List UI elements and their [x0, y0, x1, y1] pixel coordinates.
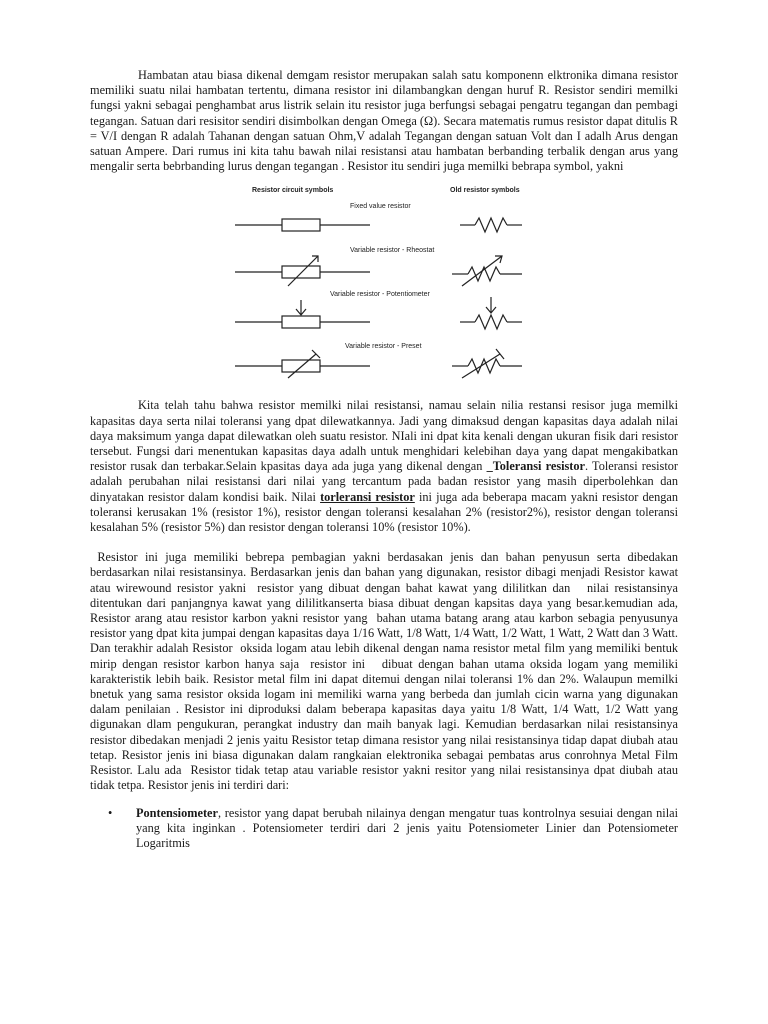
paragraph-resistor-intro: Hambatan atau biasa dikenal demgam resistor merupakan salah satu komponenn elktronika dimana resistor memiliki suatu nilai hambatan tertentu, dimana resistor ini dilambangkan dengan huruf R. Resistor sendiri memilki fungsi yakni sebagai penghambat arus listrik selain itu resistor juga berfungsi sebagai pengatru tegangan dan pembagi tegangan. Satuan dari resisitor sendiri disimbolkan dengan Omega (Ω). Secara matematis rumus resistor dapat ditulis R = V/I dengan R adalah Tahanan dengan satuan Ohm,V adalah Tegangan dengan satuan Volt dan I adalh Arus dengan satuan Ampere. Dari rumus ini kita tahu bawah nilai resistansi atau hambatan berbanding terbalik dengan arus yang mengalir serta bebrbanding lurus dengan tegangan . Resistor itu sendiri juga memilki bebrapa symbol, yakni	[90, 68, 678, 174]
resistor-symbols-diagram	[230, 182, 540, 382]
tolerance-term-bold: _Toleransi resistor	[486, 459, 586, 474]
fixed-resistor-symbol	[235, 219, 370, 231]
paragraph2-part3: ini juga ada beberapa macam yakni resistor dengan toleransi kerusakan 1% (resistor 1%), resistor dengan toleransi kesalahan 2% (resistor2%), resistor dengan toleransi kesalahan 5% (resistor 5%) dan resistor dengan toleransi 10% (resistor 10%).	[90, 489, 679, 535]
rheostat-symbol	[235, 256, 370, 286]
label-potentiometer: Variable resistor - Potentiometer	[330, 291, 430, 299]
label-preset: Variable resistor - Preset	[345, 343, 422, 351]
paragraph-power-tolerance	[90, 398, 678, 535]
fixed-resistor-old-symbol	[460, 218, 522, 232]
preset-old-symbol	[452, 349, 522, 378]
label-rheostat: Variable resistor - Rheostat	[350, 247, 435, 255]
col-left-heading: Resistor circuit symbols	[252, 187, 334, 195]
list-item-potentiometer	[108, 805, 678, 852]
paragraph-spacer	[90, 535, 678, 550]
potentiometer-description: , resistor yang dapat berubah nilainya dengan mengatur tuas kontrolnya sesuiai dengan nilai yang kita inginkan . Potensiometer terdiri dari 2 jenis yaitu Potensiometer Linier dan Potensiometer Logaritmis	[136, 805, 678, 850]
col-right-heading: Old resistor symbols	[450, 187, 520, 195]
potentiometer-symbol	[235, 300, 370, 328]
bullet-symbol: •	[108, 805, 113, 820]
resistor-symbols-figure	[90, 182, 678, 382]
tolerance-term-underlined: torleransi resistor	[320, 489, 415, 504]
paragraph2-part1: Kita telah tahu bahwa resistor memilki nilai resistansi, namau selain nilia restansi resisor juga memilki kapasitas daya serta nilai toleransi yang dpat dilewatkannya. Jadi yang dimaksud dengan kapasitas daya adalah nilai daya maksimum yanga dapat dilewatkan oleh suatu resistor. NIali ini dpat kita kenali dengan ukuran fisik dari resistor tersebut. Fungsi dari menentukan kapasitas daya adalh untuk menghidari kelebihan daya yang dapat mengakibatkan resistor rusak dan terbakar.Selain kpasitas daya ada juga yang dikenal dengan	[90, 398, 678, 474]
resistor-type-list	[90, 806, 678, 852]
potentiometer-term: Pontensiometer	[136, 805, 218, 820]
rheostat-old-symbol	[452, 256, 522, 286]
paragraph2-part2: . Toleransi resistor adalah perubahan nilai resistansi dari nilai yang tercantum pada badan resistor yang masih diperbolehkan dan dinyatakan resistor dalam kondisi baik. Nilai	[90, 459, 678, 504]
potentiometer-old-symbol	[460, 297, 522, 329]
label-fixed-resistor: Fixed value resistor	[350, 203, 411, 211]
preset-symbol	[235, 350, 370, 378]
paragraph-resistor-types: Resistor ini juga memiliki bebrepa pembagian yakni berdasakan jenis dan bahan penyusun serta dibedakan berdasarkan nilai resistansinya. Berdasarkan jenis dan bahan yang digunakan, resistor dibagi menjadi Resistor kawat atau wirewound resistor yakni resistor yang dibuat dengan bahat kawat yang dililitkan dan nilai resistansinya ditentukan dari panjangnya kawat yang dililitkanserta biasa dibuat dengan kapsitas daya yang besar.kemudian ada, Resistor arang atau resistor karbon yakni resistor yang bahan utama batang arang atau karbon sebagia penyusunya resistor yang dpat kita jumpai dengan kapasitas daya 1/16 Watt, 1/8 Watt, 1/4 Watt, 1/2 Watt, 1 Watt, 2 Watt dan 3 Watt. Dan terakhir adalah Resistor oksida logam atau lebih dikenal dengan nama resistor metal film yang memiliki bentuk mirip dengan resistor karbon hanya saja resistor ini dibuat dengan bahan utama oksida logam yang memiliki karakteristik lebih baik. Resistor metal film ini dapat ditemui dengan nilai toleransi 1% dan 2%. Walaupun memilki bnetuk yang sama resistor oksida logam ini memiliki warna yang berbeda dan jumlah cicin warna yang digunakan dalam penilaian . Resistor ini diproduksi dalam beberapa kapasitas daya yaitu 1/8 Watt, 1/4 Watt, 1/2 Watt yang digunakan dlam pengukuran, perangkat industry dan maih banyak lagi. Kemudian berdasarkan nilai resistansinya resistor dibedakan menjadi 2 jenis yaitu Resistor tetap dimana resistor yang nilai resistansinya tidap dapat diubah atau tetap. Resistor jenis ini biasa digunakan dalam rangkaian elektronika sebagai pembatas arus conrohnya Metal Film Resistor. Lalu ada Resistor tidak tetap atau variable resistor yakni resitor yang nilai resistansinya dpat diubah atau tidak tetpa. Resistor jenis ini terdiri dari:	[90, 550, 682, 793]
document-page	[90, 68, 682, 851]
